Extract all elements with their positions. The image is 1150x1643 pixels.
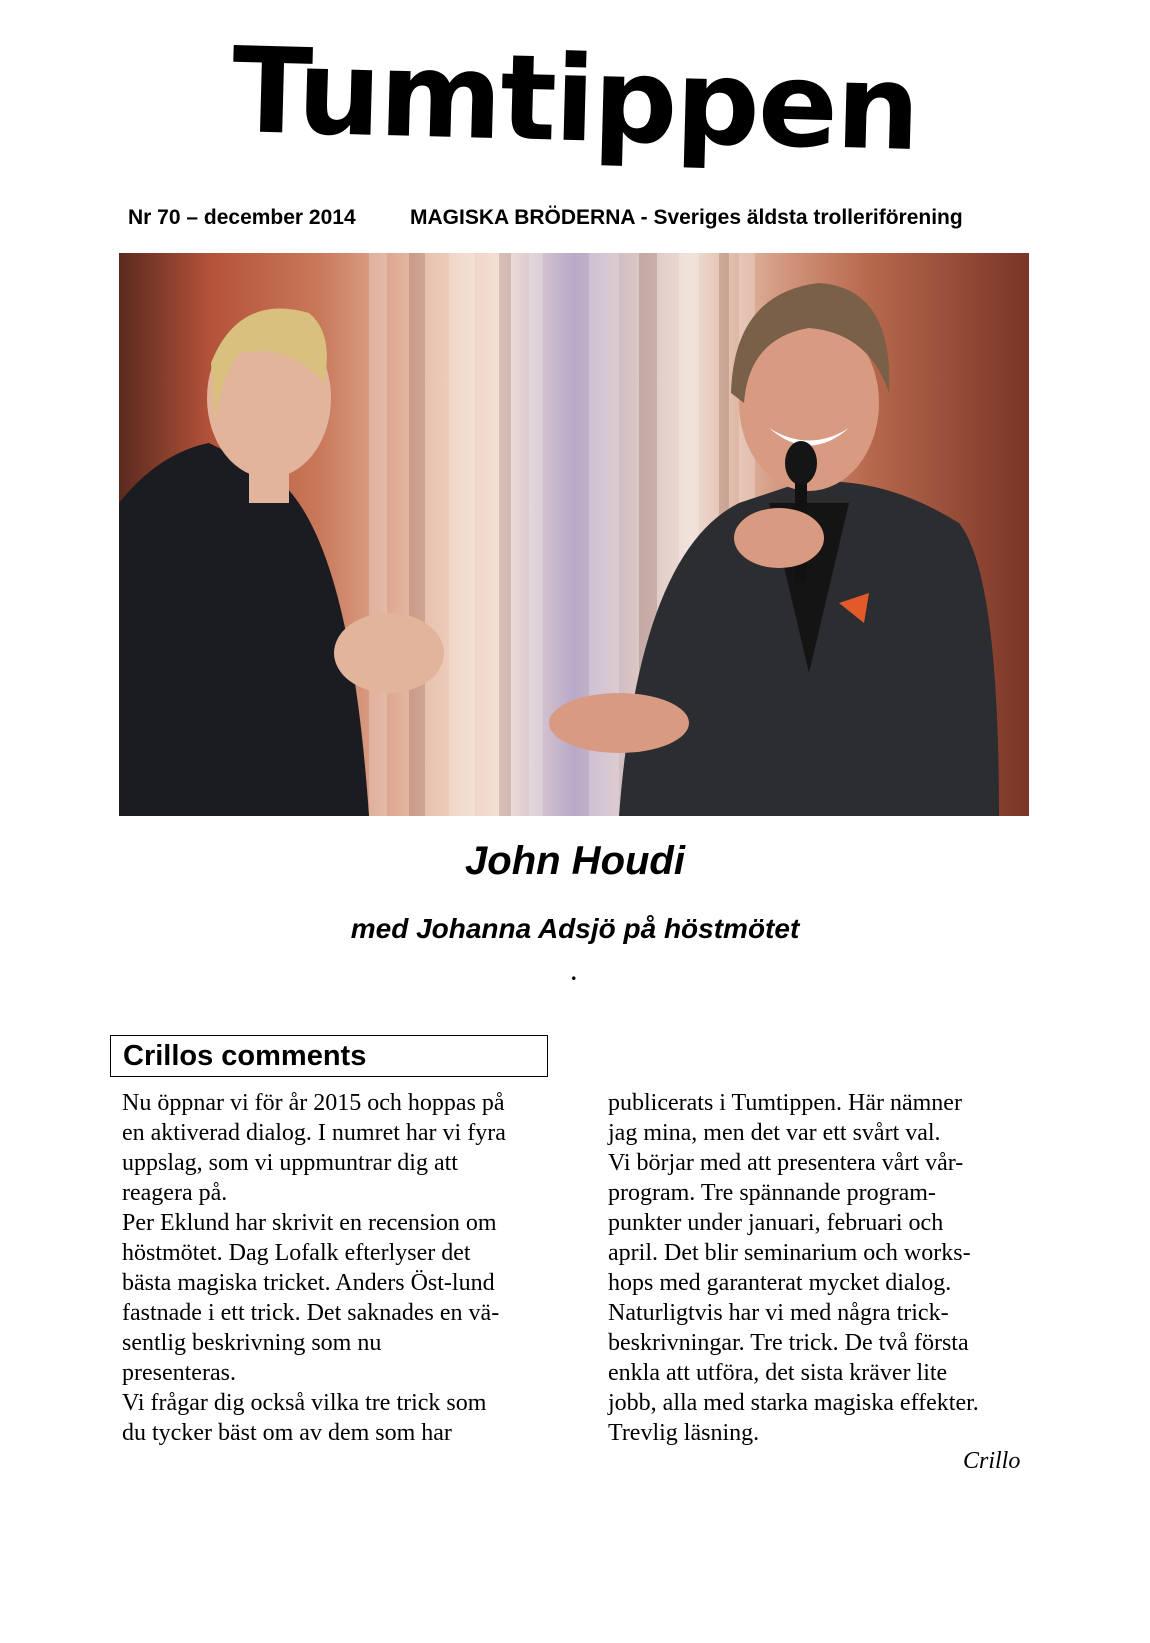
text-line: jobb, alla med starka magiska effekter.: [608, 1390, 979, 1416]
text-line: april. Det blir seminarium och works-: [608, 1240, 971, 1266]
text-line: höstmötet. Dag Lofalk efterlyser det: [122, 1240, 471, 1266]
separator-dot: .: [571, 960, 577, 985]
text-line: Trevlig läsning.: [608, 1420, 760, 1446]
text-line: punkter under januari, februari och: [608, 1210, 944, 1236]
text-line: Nu öppnar vi för år 2015 och hoppas på: [122, 1090, 505, 1116]
text-line: Vi börjar med att presentera vårt vår-: [608, 1150, 964, 1176]
text-line: bästa magiska tricket. Anders Öst-lund: [122, 1270, 495, 1296]
text-line: publicerats i Tumtippen. Här nämner: [608, 1090, 962, 1116]
cover-photo: [119, 253, 1029, 816]
issue-number: Nr 70 – december 2014: [128, 206, 356, 229]
article-subheadline: med Johanna Adsjö på höstmötet: [350, 913, 800, 944]
text-line: presenteras.: [122, 1360, 236, 1386]
woman-figure: [119, 309, 444, 816]
text-line: fastnade i ett trick. Det saknades en vä-: [122, 1300, 500, 1326]
text-line: Per Eklund har skrivit en recension om: [122, 1210, 497, 1236]
text-line: jag mina, men det var ett svårt val.: [608, 1120, 941, 1146]
text-line: hops med garanterat mycket dialog.: [608, 1270, 952, 1296]
organization-tagline: MAGISKA BRÖDERNA - Sveriges äldsta trolleriförening: [410, 206, 963, 229]
text-line: beskrivningar. Tre trick. De två första: [608, 1330, 969, 1356]
masthead-title: Tumtippen: [230, 21, 920, 177]
text-line: program. Tre spännande program-: [608, 1180, 936, 1206]
text-line: du tycker bäst om av dem som har: [122, 1420, 452, 1446]
text-line: Vi frågar dig också vilka tre trick som: [122, 1390, 487, 1416]
column-heading: Crillos comments: [110, 1035, 548, 1077]
column-text-left: [122, 1088, 562, 1448]
column-text-right: [608, 1088, 1028, 1448]
article-headline: John Houdi: [465, 839, 685, 883]
text-line: en aktiverad dialog. I numret har vi fyra: [122, 1120, 506, 1146]
text-line: uppslag, som vi uppmuntrar dig att: [122, 1150, 458, 1176]
text-line: sentlig beskrivning som nu: [122, 1330, 382, 1356]
signature: Crillo: [963, 1448, 1021, 1474]
text-line: Naturligtvis har vi med några trick-: [608, 1300, 949, 1326]
text-line: enkla att utföra, det sista kräver lite: [608, 1360, 948, 1386]
text-line: reagera på.: [122, 1180, 228, 1206]
